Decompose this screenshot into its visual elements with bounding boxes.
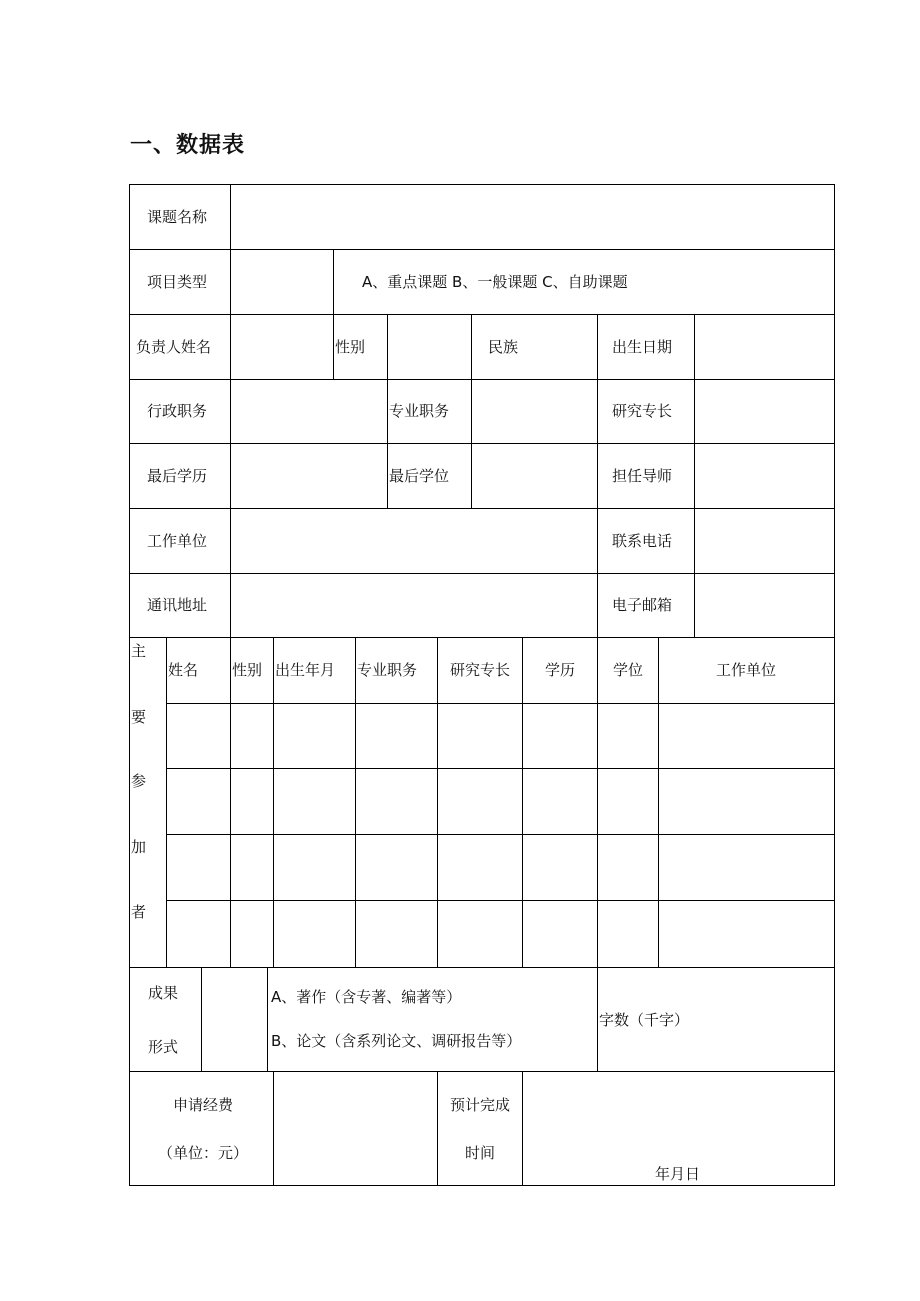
participants-side-label-3: 参 bbox=[131, 772, 147, 790]
professional-title-label: 专业职务 bbox=[389, 402, 450, 420]
work-unit-label: 工作单位 bbox=[147, 532, 208, 550]
participants-side-label-1: 主 bbox=[131, 642, 147, 660]
research-specialty-field[interactable] bbox=[695, 380, 834, 443]
degree-field[interactable] bbox=[472, 444, 597, 508]
result-form-label-line1: 成果 bbox=[148, 984, 179, 1002]
gender-field[interactable] bbox=[388, 315, 471, 379]
ethnicity-label: 民族 bbox=[488, 338, 519, 356]
column-header-degree: 学位 bbox=[612, 661, 644, 679]
work-unit-field[interactable] bbox=[231, 509, 597, 573]
project-type-options: A、重点课题 B、一般课题 C、自助课题 bbox=[362, 273, 628, 291]
column-header-birth-month: 出生年月 bbox=[275, 661, 336, 679]
column-header-professional-title: 专业职务 bbox=[357, 661, 418, 679]
participants-side-label-5: 者 bbox=[131, 903, 147, 921]
completion-time-label-line1: 预计完成 bbox=[449, 1096, 511, 1114]
participants-side-label-2: 要 bbox=[131, 708, 147, 726]
address-field[interactable] bbox=[231, 574, 597, 637]
phone-field[interactable] bbox=[695, 509, 834, 573]
birth-date-label: 出生日期 bbox=[612, 338, 673, 356]
column-header-research-specialty: 研究专长 bbox=[449, 661, 511, 679]
gender-label: 性别 bbox=[335, 338, 366, 356]
phone-label: 联系电话 bbox=[612, 532, 673, 550]
supervisor-field[interactable] bbox=[695, 444, 834, 508]
result-option-a: A、著作（含专著、编著等） bbox=[271, 988, 462, 1006]
leader-name-label: 负责人姓名 bbox=[136, 338, 212, 356]
degree-label: 最后学位 bbox=[389, 467, 450, 485]
word-count-label: 字数（千字） bbox=[599, 1011, 690, 1029]
topic-name-field[interactable] bbox=[231, 185, 834, 249]
ethnicity-field[interactable] bbox=[523, 315, 597, 379]
date-suffix-label: 年月日 bbox=[655, 1165, 701, 1183]
column-header-work-unit: 工作单位 bbox=[715, 661, 777, 679]
professional-title-field[interactable] bbox=[472, 380, 597, 443]
column-header-education: 学历 bbox=[544, 661, 576, 679]
page-title: 一、数据表 bbox=[130, 133, 246, 158]
email-label: 电子邮箱 bbox=[612, 596, 673, 614]
result-form-label-line2: 形式 bbox=[148, 1038, 179, 1056]
supervisor-label: 担任导师 bbox=[612, 467, 673, 485]
education-label: 最后学历 bbox=[147, 467, 208, 485]
participant-rows-area[interactable] bbox=[167, 704, 834, 967]
admin-title-field[interactable] bbox=[231, 380, 387, 443]
result-form-field[interactable] bbox=[202, 968, 267, 1071]
funding-amount-field[interactable] bbox=[274, 1072, 437, 1185]
participants-side-label-4: 加 bbox=[131, 838, 147, 856]
research-specialty-label: 研究专长 bbox=[612, 402, 673, 420]
project-type-label: 项目类型 bbox=[147, 273, 208, 291]
project-type-field[interactable] bbox=[231, 250, 333, 314]
column-header-name: 姓名 bbox=[168, 661, 199, 679]
admin-title-label: 行政职务 bbox=[147, 402, 208, 420]
address-label: 通讯地址 bbox=[147, 596, 208, 614]
completion-time-label-line2: 时间 bbox=[464, 1144, 496, 1162]
topic-name-label: 课题名称 bbox=[147, 208, 208, 226]
column-header-gender: 性别 bbox=[232, 661, 263, 679]
birth-date-field[interactable] bbox=[695, 315, 834, 379]
funding-label-line1: 申请经费 bbox=[172, 1096, 234, 1114]
result-option-b: B、论文（含系列论文、调研报告等） bbox=[271, 1032, 522, 1050]
funding-label-line2: （单位：元） bbox=[157, 1144, 249, 1162]
email-field[interactable] bbox=[695, 574, 834, 637]
education-field[interactable] bbox=[231, 444, 387, 508]
leader-name-field[interactable] bbox=[231, 315, 333, 379]
